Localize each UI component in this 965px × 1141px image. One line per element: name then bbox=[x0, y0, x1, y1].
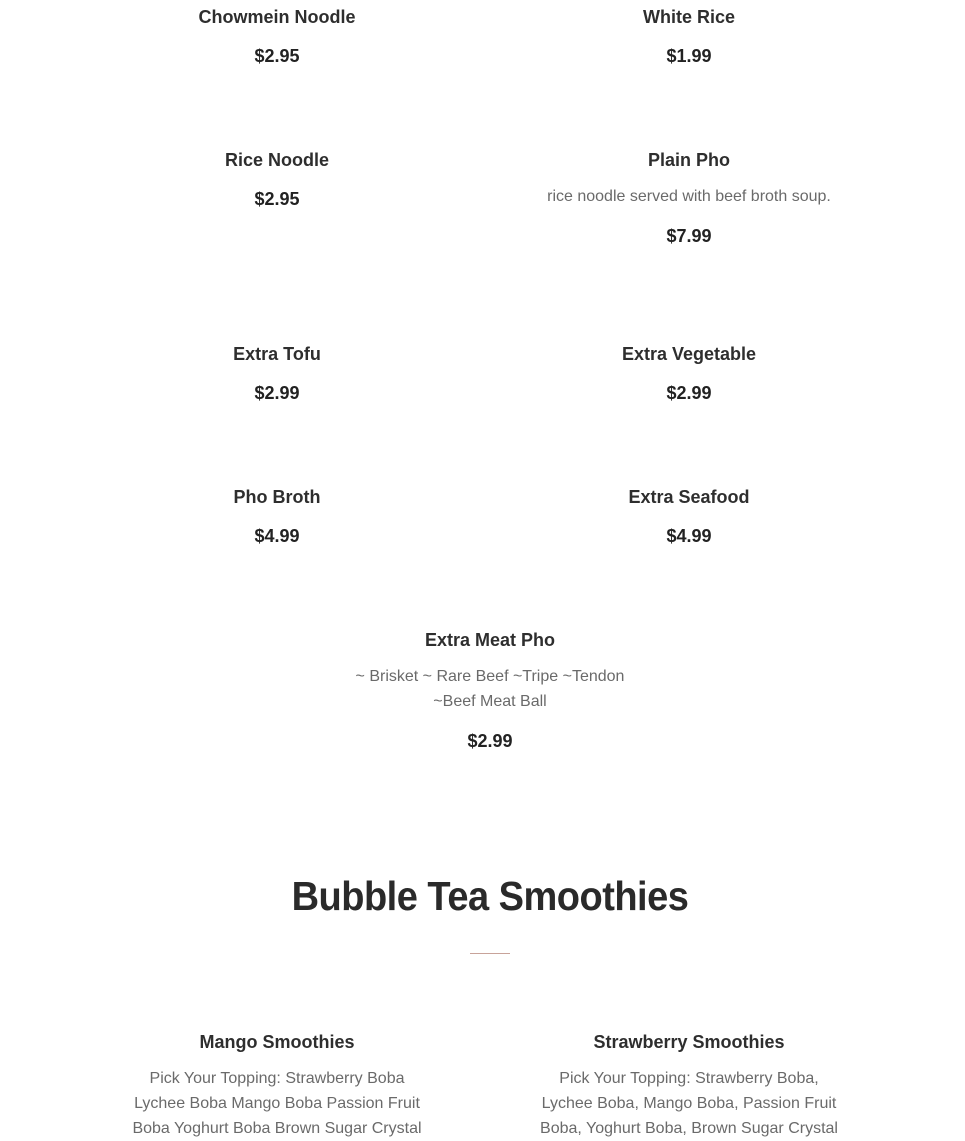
menu-item-extra-meat-pho bbox=[320, 629, 660, 752]
menu-item-rice-noodle bbox=[127, 149, 427, 210]
item-price: $2.95 bbox=[254, 189, 300, 209]
item-name: Mango Smoothies bbox=[199, 1032, 355, 1052]
menu-item-mango-smoothies bbox=[107, 1031, 447, 1141]
item-description-line: Boba, Yoghurt Boba, Brown Sugar Crystal bbox=[540, 1120, 838, 1137]
menu-item-pho-broth bbox=[127, 486, 427, 547]
item-name: Chowmein Noodle bbox=[198, 7, 356, 27]
item-price: $1.99 bbox=[666, 46, 712, 66]
item-name: Pho Broth bbox=[233, 487, 321, 507]
item-description bbox=[107, 1066, 447, 1141]
item-price: $2.99 bbox=[254, 383, 300, 403]
menu-item-extra-seafood bbox=[539, 486, 839, 547]
section-divider bbox=[470, 953, 510, 954]
item-price: $4.99 bbox=[254, 526, 300, 546]
menu-item-plain-pho bbox=[519, 149, 859, 247]
item-description bbox=[509, 1066, 869, 1141]
menu-item-chowmein-noodle bbox=[127, 6, 427, 67]
item-description-line: Boba Yoghurt Boba Brown Sugar Crystal bbox=[132, 1120, 422, 1137]
item-price: $2.95 bbox=[254, 46, 300, 66]
item-name: Rice Noodle bbox=[224, 150, 330, 170]
menu-item-white-rice bbox=[539, 6, 839, 67]
item-price: $7.99 bbox=[666, 226, 712, 246]
item-name: Extra Tofu bbox=[233, 344, 321, 364]
item-price: $2.99 bbox=[467, 731, 513, 751]
item-price: $2.99 bbox=[666, 383, 712, 403]
menu-item-strawberry-smoothies bbox=[509, 1031, 869, 1141]
item-price: $4.99 bbox=[666, 526, 712, 546]
menu-item-extra-tofu bbox=[127, 343, 427, 404]
item-description-line: Lychee Boba Mango Boba Passion Fruit bbox=[134, 1095, 420, 1112]
section-title: Bubble Tea Smoothies bbox=[291, 874, 689, 920]
item-name: Strawberry Smoothies bbox=[593, 1032, 785, 1052]
item-description-line: ~ Brisket ~ Rare Beef ~Tripe ~Tendon bbox=[355, 668, 625, 685]
item-name: Plain Pho bbox=[647, 150, 730, 170]
item-description-line: Pick Your Topping: Strawberry Boba, bbox=[559, 1070, 819, 1087]
item-description: rice noodle served with beef broth soup. bbox=[547, 188, 831, 205]
item-name: Extra Meat Pho bbox=[424, 630, 556, 650]
item-description-line: ~Beef Meat Ball bbox=[433, 693, 547, 710]
menu-item-extra-vegetable bbox=[539, 343, 839, 404]
item-name: Extra Vegetable bbox=[621, 344, 757, 364]
item-description-line: Pick Your Topping: Strawberry Boba bbox=[149, 1070, 405, 1087]
item-name: Extra Seafood bbox=[628, 487, 750, 507]
item-description-line: Lychee Boba, Mango Boba, Passion Fruit bbox=[541, 1095, 837, 1112]
item-name: White Rice bbox=[642, 7, 735, 27]
item-description bbox=[320, 664, 660, 714]
